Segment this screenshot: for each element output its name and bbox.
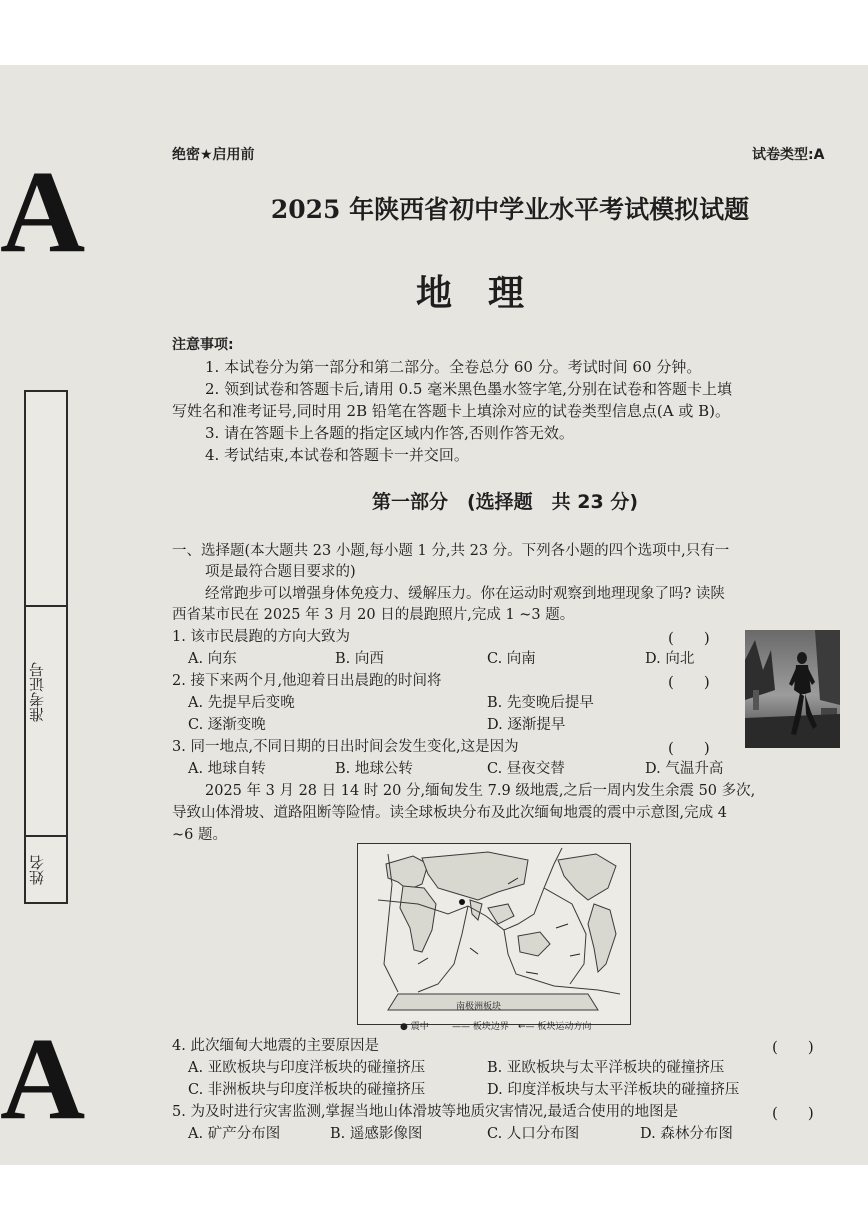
passage2-line-3: ~6 题。 — [172, 827, 227, 843]
notice-line-5: 4. 考试结束,本试卷和答题卡一并交回。 — [205, 446, 469, 464]
question-2-answer-bracket[interactable]: ( ) — [668, 673, 710, 691]
passage1-line-1: 经常跑步可以增强身体免疫力、缓解压力。你在运动时观察到地理现象了吗? 读陕 — [205, 586, 725, 602]
question-1-option-d[interactable]: D. 向北 — [645, 651, 695, 667]
question-5-stem: 5. 为及时进行灾害监测,掌握当地山体滑坡等地质灾害情况,最适合使用的地图是 — [172, 1104, 679, 1120]
question-3-stem: 3. 同一地点,不同日期的日出时间会发生变化,这是因为 — [172, 739, 519, 755]
question-2-option-b[interactable]: B. 先变晚后提早 — [487, 695, 594, 711]
question-3-option-d[interactable]: D. 气温升高 — [645, 761, 724, 777]
part1-title: 第一部分 (选择题 共 23 分) — [371, 491, 639, 513]
question-1-answer-bracket[interactable]: ( ) — [668, 629, 710, 647]
blank-box-top — [24, 390, 68, 609]
question-5-option-c[interactable]: C. 人口分布图 — [487, 1126, 580, 1142]
notice-line-2: 2. 领到试卷和答题卡后,请用 0.5 毫米黑色墨水签字笔,分别在试卷和答题卡上填 — [205, 380, 733, 398]
paper-type-label: 试卷类型:A — [752, 147, 825, 163]
exam-id-label: 准考证号 — [28, 662, 46, 722]
section-intro-1: 一、选择题(本大题共 23 小题,每小题 1 分,共 23 分。下列各小题的四个选项中,只有一 — [172, 543, 730, 559]
paper-type-letter-top: A — [0, 146, 86, 277]
question-2-option-d[interactable]: D. 逐渐提早 — [487, 717, 566, 733]
morning-run-photo — [745, 630, 840, 748]
legend-plate-boundary: —— 板块边界 — [452, 1022, 509, 1032]
section-intro-2: 项是最符合题目要求的) — [205, 564, 356, 580]
legend-plate-motion: ←— 板块运动方向 — [518, 1022, 592, 1032]
confidential-mark: 绝密★启用前 — [172, 147, 255, 163]
question-4-stem: 4. 此次缅甸大地震的主要原因是 — [172, 1038, 379, 1054]
passage2-line-1: 2025 年 3 月 28 日 14 时 20 分,缅甸发生 7.9 级地震,之后一周内发生余震 50 多次, — [205, 783, 756, 799]
subject-title: 地 理 — [415, 272, 524, 314]
exam-paper — [0, 65, 868, 1165]
question-2-stem: 2. 接下来两个月,他迎着日出晨跑的时间将 — [172, 673, 442, 689]
question-4-option-d[interactable]: D. 印度洋板块与太平洋板块的碰撞挤压 — [487, 1082, 740, 1098]
question-4-option-a[interactable]: A. 亚欧板块与印度洋板块的碰撞挤压 — [188, 1060, 426, 1076]
question-3-option-b[interactable]: B. 地球公转 — [335, 761, 413, 777]
question-5-answer-bracket[interactable]: ( ) — [772, 1104, 814, 1122]
question-4-answer-bracket[interactable]: ( ) — [772, 1038, 814, 1056]
notice-line-4: 3. 请在答题卡上各题的指定区域内作答,否则作答无效。 — [205, 424, 574, 442]
exam-id-box[interactable] — [24, 605, 68, 839]
plate-map — [357, 843, 631, 1025]
question-5-option-b[interactable]: B. 遥感影像图 — [330, 1126, 423, 1142]
passage2-line-2: 导致山体滑坡、道路阻断等险情。读全球板块分布及此次缅甸地震的震中示意图,完成 4 — [172, 805, 727, 821]
epicenter-marker — [459, 899, 465, 905]
question-1-option-a[interactable]: A. 向东 — [188, 651, 237, 667]
notice-line-1: 1. 本试卷分为第一部分和第二部分。全卷总分 60 分。考试时间 60 分钟。 — [205, 358, 702, 376]
exam-title: 2025 年陕西省初中学业水平考试模拟试题 — [270, 195, 750, 224]
question-4-option-c[interactable]: C. 非洲板块与印度洋板块的碰撞挤压 — [188, 1082, 426, 1098]
question-3-answer-bracket[interactable]: ( ) — [668, 739, 710, 757]
notice-heading: 注意事项: — [172, 337, 234, 353]
paper-type-letter-bottom: A — [0, 1013, 86, 1144]
antarctic-plate-label: 南极洲板块 — [456, 1002, 502, 1012]
question-2-option-a[interactable]: A. 先提早后变晚 — [188, 695, 295, 711]
notice-line-3: 写姓名和准考证号,同时用 2B 铅笔在答题卡上填涂对应的试卷类型信息点(A 或 B)。 — [172, 402, 730, 420]
question-1-option-c[interactable]: C. 向南 — [487, 651, 536, 667]
legend-epicenter: ● 震中 — [400, 1022, 429, 1032]
question-3-option-c[interactable]: C. 昼夜交替 — [487, 761, 565, 777]
question-5-option-a[interactable]: A. 矿产分布图 — [188, 1126, 281, 1142]
name-label: 姓名 — [28, 855, 46, 885]
question-3-option-a[interactable]: A. 地球自转 — [188, 761, 266, 777]
question-1-option-b[interactable]: B. 向西 — [335, 651, 384, 667]
question-1-stem: 1. 该市民晨跑的方向大致为 — [172, 629, 350, 645]
name-box[interactable] — [24, 835, 68, 904]
question-5-option-d[interactable]: D. 森林分布图 — [640, 1126, 733, 1142]
question-4-option-b[interactable]: B. 亚欧板块与太平洋板块的碰撞挤压 — [487, 1060, 725, 1076]
question-2-option-c[interactable]: C. 逐渐变晚 — [188, 717, 266, 733]
passage1-line-2: 西省某市民在 2025 年 3 月 20 日的晨跑照片,完成 1 ~3 题。 — [172, 607, 575, 623]
